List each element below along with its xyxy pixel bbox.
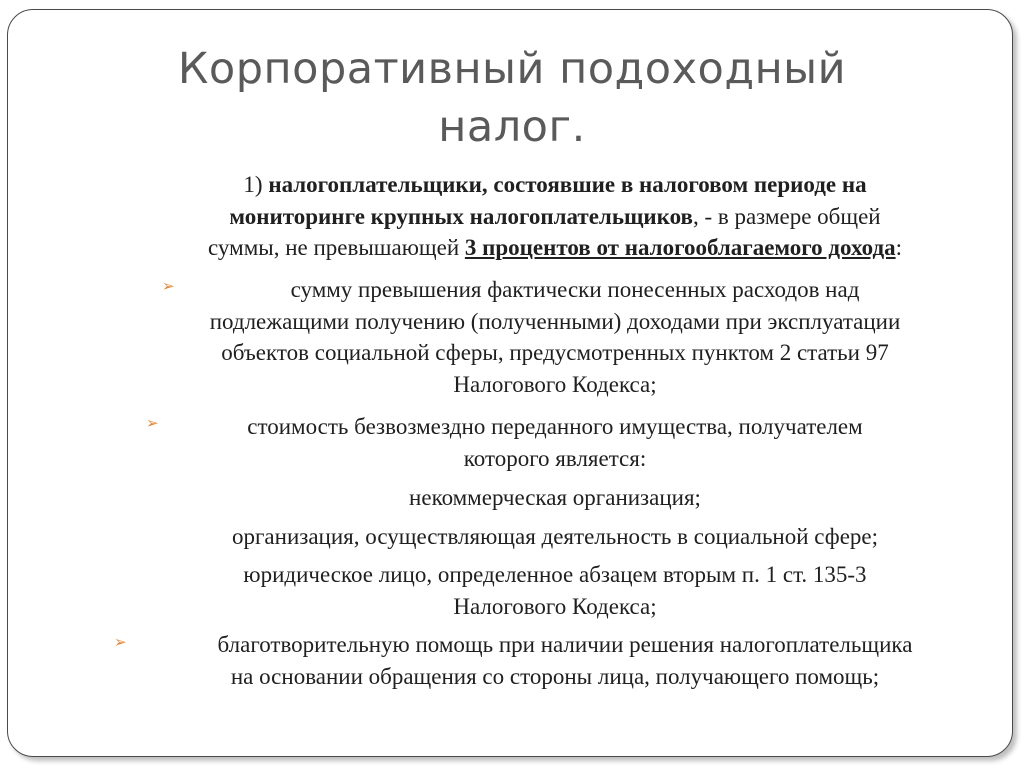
sub-item-3: юридическое лицо, определенное абзацем вторым п. 1 ст. 135-3 Налогового Кодекса; — [243, 562, 867, 619]
bullet-arrow-icon: ➢ — [162, 277, 175, 295]
item-1 — [100, 169, 1010, 264]
item-1-bold-1: налогоплательщики, состоявшие в налоговом периоде на — [268, 172, 867, 197]
bullet-arrow-icon: ➢ — [114, 633, 127, 651]
sub-item-2: организация, осуществляющая деятельность в социальной сфере; — [232, 524, 878, 549]
bullet-2: стоимость безвозмездно переданного имущества, получателем которого является: — [247, 414, 863, 471]
sub-item-1: некоммерческая организация; — [409, 485, 701, 510]
item-1-line-1: 1) налогоплательщики, состоявшие в налоговом периоде на — [243, 172, 867, 197]
item-1-line-2: мониторинге крупных налогоплательщиков, - в размере общей — [229, 203, 881, 229]
item-1-line-3: суммы, не превышающей 3 процентов от налогооблагаемого дохода: — [208, 235, 902, 260]
item-1-bold-2: мониторинге крупных налогоплательщиков — [229, 203, 693, 229]
title-line-2: налог. — [438, 102, 586, 152]
slide-title — [0, 40, 1024, 156]
bullet-arrow-icon: ➢ — [146, 414, 159, 432]
bullet-3: благотворительную помощь при наличии решения налогоплательщика на основании обращения со стороны лица, получающего помощь; — [217, 632, 913, 689]
bullet-1: сумму превышения фактически понесенных расходов над подлежащими получению (полученными) доходами при эксплуатации объектов социальной сферы, предусмотренных пунктом 2 статьи 97 Налогового Кодекса; — [209, 277, 901, 397]
item-1-bold-3: 3 процентов от налогооблагаемого дохода — [464, 235, 896, 260]
title-line-1: Корпоративный подоходный — [177, 44, 847, 94]
